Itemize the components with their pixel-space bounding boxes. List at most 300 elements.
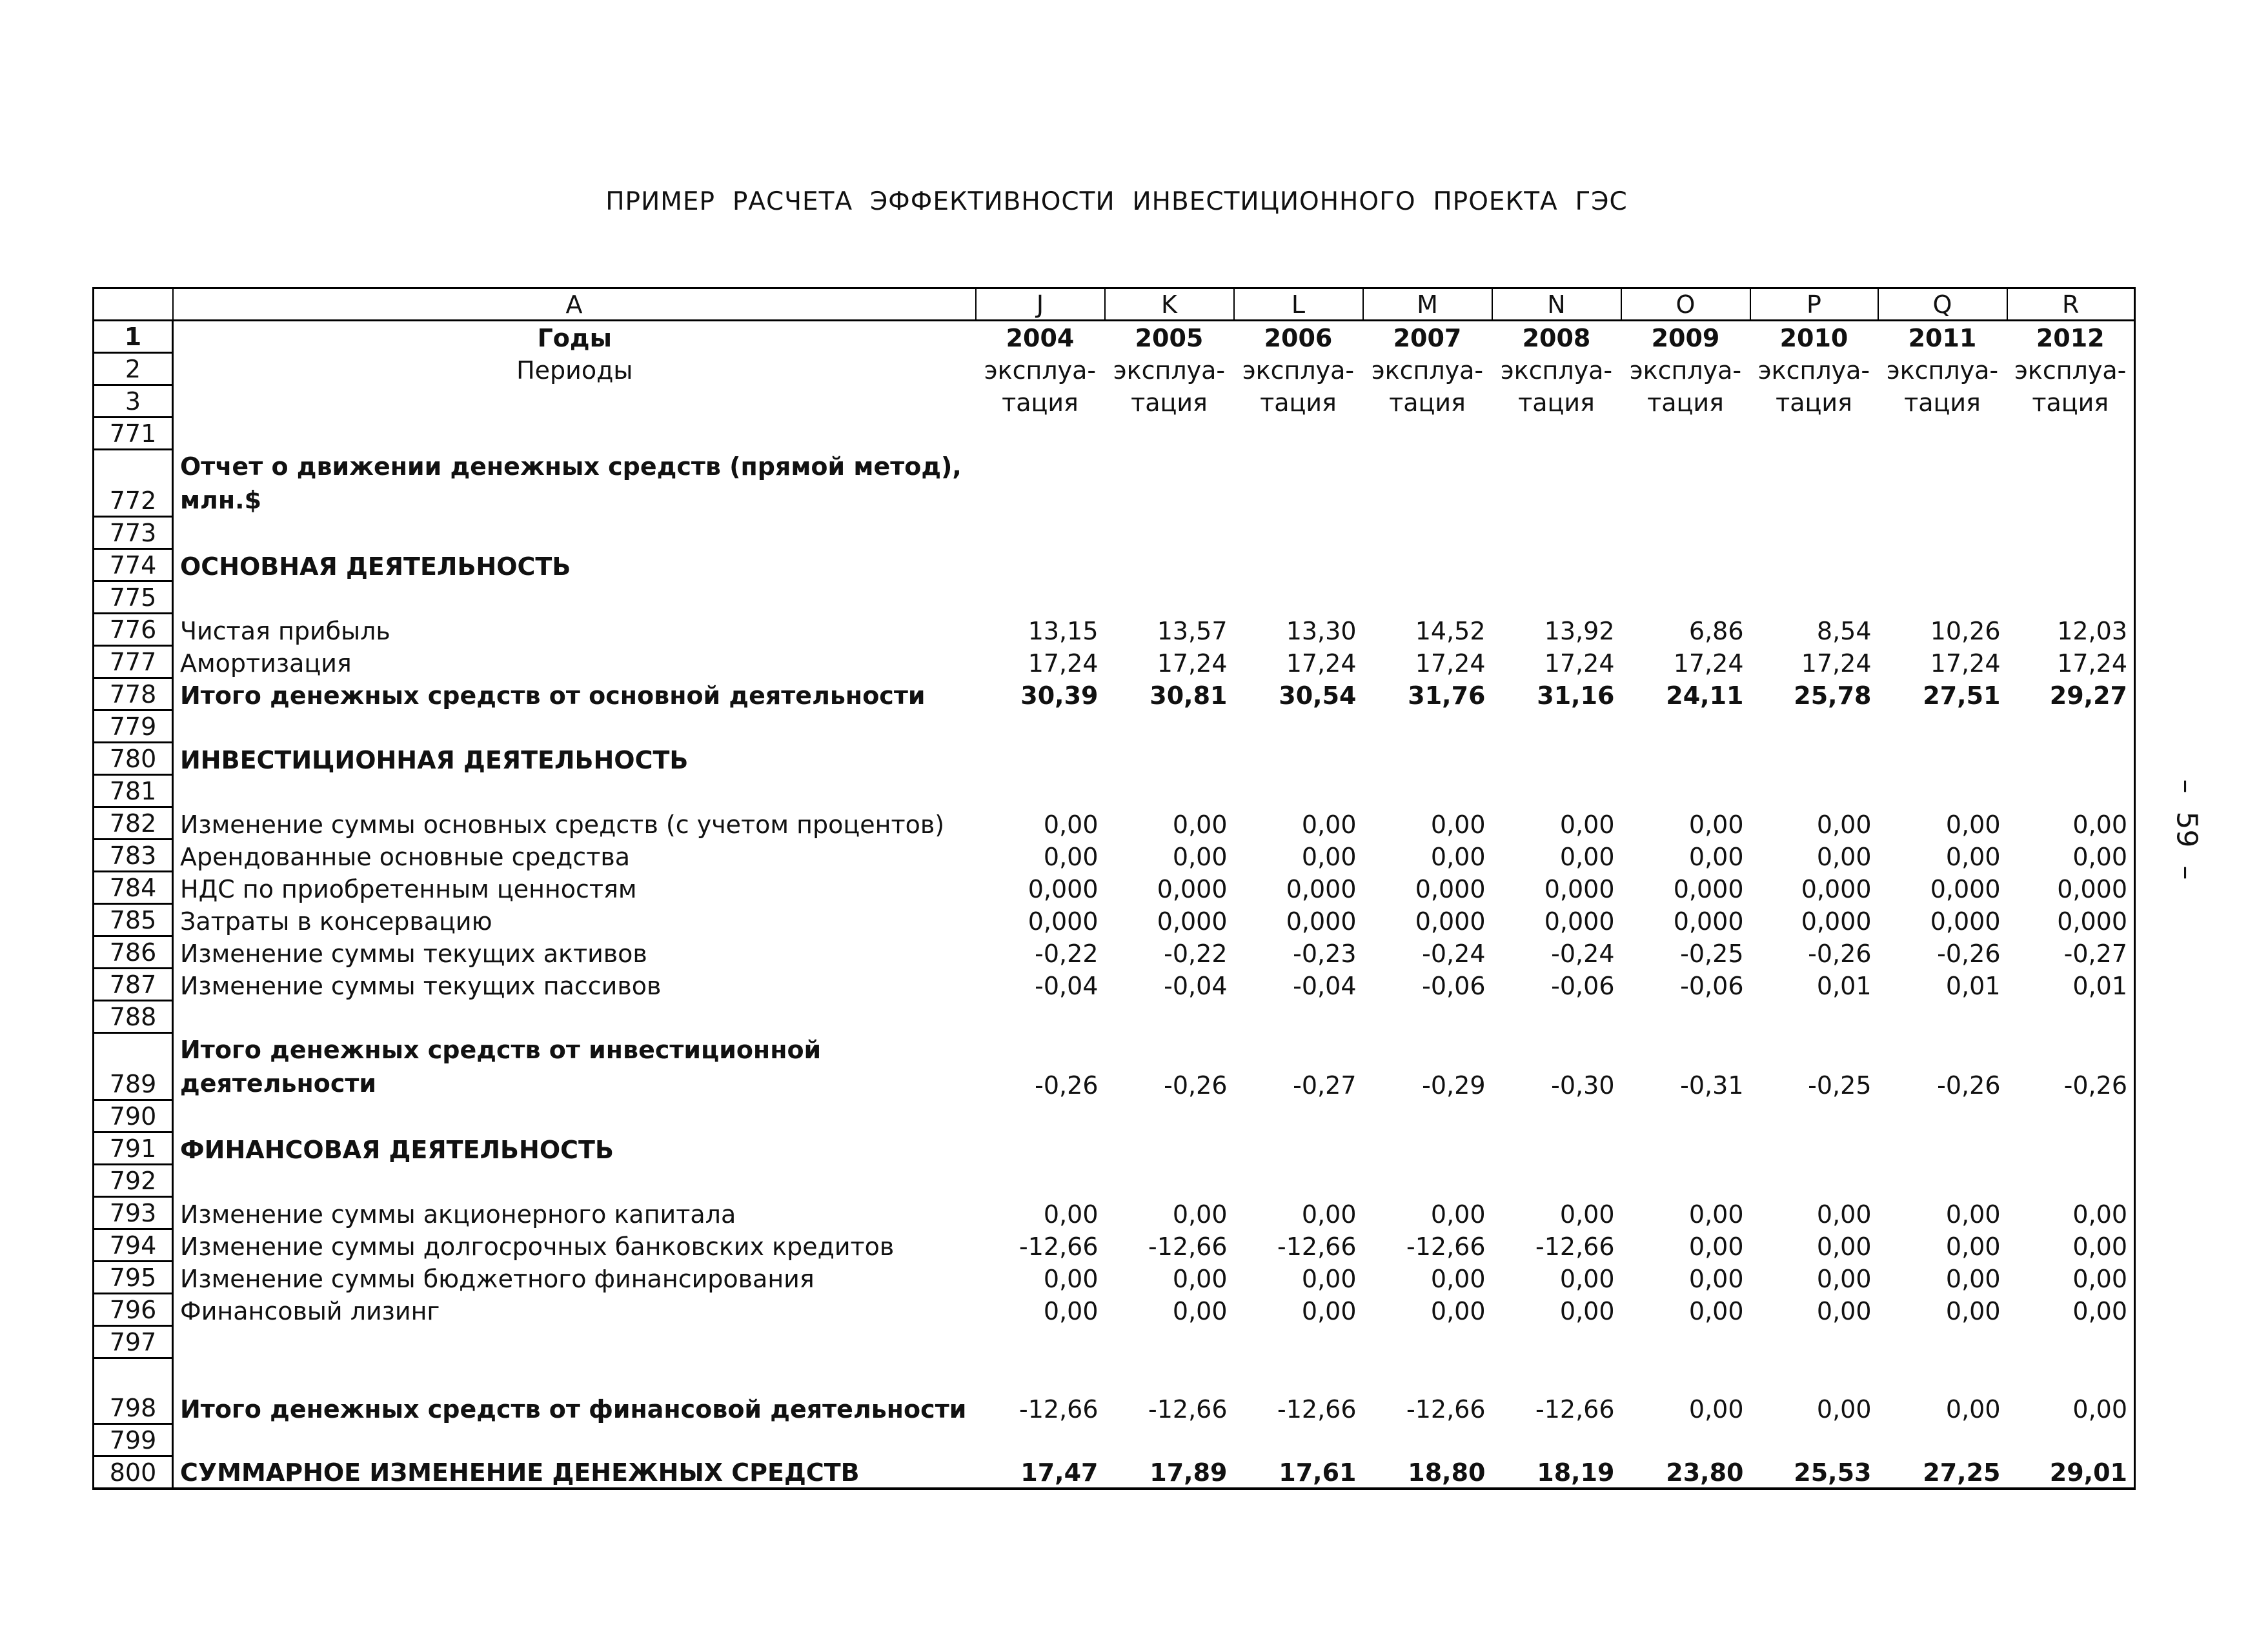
- value-cell: 0,00: [1043, 810, 1099, 839]
- row-number: 800: [94, 1456, 173, 1489]
- value-cell: [1621, 1326, 1750, 1358]
- value-cell: [1363, 775, 1492, 807]
- value-cell: [1878, 581, 2007, 614]
- value-cell: 6,86: [1688, 616, 1744, 645]
- table-row: [94, 517, 2135, 549]
- value-cell: 0,00: [1430, 1296, 1486, 1325]
- value-cell: [1621, 418, 1750, 450]
- value-cell: -0,26: [1164, 1071, 1228, 1100]
- value-cell: 0,00: [1559, 810, 1615, 839]
- value-cell: 0,00: [2072, 1232, 2127, 1261]
- value-cell: 0,000: [1028, 874, 1099, 903]
- value-cell: [1105, 418, 1234, 450]
- value-cell: [1621, 1001, 1750, 1033]
- row-label: Итого денежных средств от инвестиционной деятельности: [180, 1035, 822, 1098]
- value-cell: 12,03: [2057, 616, 2127, 645]
- value-cell: [1363, 549, 1492, 581]
- row-number: 786: [94, 936, 173, 969]
- row-number: 790: [94, 1100, 173, 1132]
- value-cell: 0,00: [1688, 1394, 1744, 1424]
- header-value: эксплуа-: [1757, 356, 1870, 385]
- row-label: Изменение суммы долгосрочных банковских кредитов: [180, 1232, 895, 1261]
- value-cell: [2007, 1424, 2135, 1456]
- value-cell: 0,000: [1673, 874, 1744, 903]
- row-number: 788: [94, 1001, 173, 1033]
- table-row: [94, 807, 2135, 840]
- value-cell: 0,00: [1945, 842, 2001, 871]
- row-number: 778: [94, 678, 173, 710]
- value-cell: [2007, 1165, 2135, 1197]
- value-cell: [1105, 450, 1234, 517]
- row-label: [173, 418, 976, 450]
- value-cell: [1621, 581, 1750, 614]
- value-cell: [1621, 1100, 1750, 1132]
- value-cell: 0,00: [1816, 1232, 1872, 1261]
- header-value: тация: [1260, 388, 1337, 417]
- value-cell: 0,00: [1945, 1200, 2001, 1229]
- row-label: СУММАРНОЕ ИЗМЕНЕНИЕ ДЕНЕЖНЫХ СРЕДСТВ: [180, 1458, 860, 1487]
- table-row: [94, 1001, 2135, 1033]
- row-number: 785: [94, 904, 173, 936]
- value-cell: 13,15: [1028, 616, 1099, 645]
- value-cell: [1878, 1132, 2007, 1165]
- value-cell: [1878, 1326, 2007, 1358]
- value-cell: 0,00: [2072, 1394, 2127, 1424]
- value-cell: [1105, 581, 1234, 614]
- header-value: 2004: [1006, 323, 1075, 352]
- value-cell: [1878, 549, 2007, 581]
- value-cell: -0,06: [1422, 971, 1486, 1000]
- value-cell: 30,54: [1279, 681, 1357, 710]
- row-label: Изменение суммы основных средств (с учетом процентов): [180, 810, 945, 839]
- value-cell: [1750, 1132, 1878, 1165]
- value-cell: -0,26: [1808, 939, 1872, 968]
- value-cell: [1750, 450, 1878, 517]
- value-cell: [2007, 549, 2135, 581]
- value-cell: [976, 517, 1105, 549]
- value-cell: [976, 450, 1105, 517]
- value-cell: [1105, 1326, 1234, 1358]
- value-cell: [976, 1001, 1105, 1033]
- value-cell: -12,66: [1535, 1394, 1615, 1424]
- value-cell: [1492, 581, 1621, 614]
- value-cell: [976, 775, 1105, 807]
- table-row: [94, 646, 2135, 678]
- row-number: 775: [94, 581, 173, 614]
- row-number: 3: [94, 385, 173, 418]
- value-cell: [1234, 517, 1363, 549]
- value-cell: 0,000: [2057, 907, 2127, 936]
- value-cell: [1234, 710, 1363, 743]
- value-cell: 0,00: [1301, 810, 1357, 839]
- value-cell: -0,22: [1164, 939, 1228, 968]
- table-row: [94, 1424, 2135, 1456]
- header-value: эксплуа-: [1242, 356, 1355, 385]
- value-cell: [1234, 549, 1363, 581]
- value-cell: 17,47: [1020, 1458, 1099, 1487]
- value-cell: 18,19: [1537, 1458, 1615, 1487]
- row-number: 789: [94, 1033, 173, 1100]
- value-cell: 0,00: [1688, 1296, 1744, 1325]
- value-cell: 0,00: [1430, 1200, 1486, 1229]
- value-cell: [1492, 418, 1621, 450]
- value-cell: 0,01: [1816, 971, 1872, 1000]
- value-cell: 0,00: [1945, 1264, 2001, 1293]
- value-cell: -0,24: [1551, 939, 1615, 968]
- value-cell: [1492, 549, 1621, 581]
- value-cell: [2007, 1326, 2135, 1358]
- value-cell: [1234, 1132, 1363, 1165]
- value-cell: [976, 549, 1105, 581]
- value-cell: [976, 581, 1105, 614]
- value-cell: 17,24: [1673, 649, 1744, 678]
- row-label: [173, 710, 976, 743]
- row-label: Амортизация: [180, 649, 352, 678]
- value-cell: 0,00: [2072, 1200, 2127, 1229]
- value-cell: 0,00: [2072, 1264, 2127, 1293]
- value-cell: [1750, 1100, 1878, 1132]
- value-cell: 17,24: [1028, 649, 1099, 678]
- table-row: [94, 904, 2135, 936]
- value-cell: [1105, 549, 1234, 581]
- table-row: [94, 969, 2135, 1001]
- table-row: [94, 936, 2135, 969]
- row-number: 782: [94, 807, 173, 840]
- value-cell: 0,00: [1816, 1264, 1872, 1293]
- row-number: 774: [94, 549, 173, 581]
- column-letter: Q: [1878, 288, 2007, 321]
- value-cell: 0,000: [1930, 874, 2001, 903]
- value-cell: [1492, 1165, 1621, 1197]
- value-cell: 0,00: [1816, 810, 1872, 839]
- value-cell: 17,24: [1801, 649, 1872, 678]
- value-cell: 0,00: [1430, 810, 1486, 839]
- value-cell: [1363, 418, 1492, 450]
- table-row: [94, 549, 2135, 581]
- value-cell: 14,52: [1415, 616, 1486, 645]
- value-cell: [1363, 450, 1492, 517]
- column-letter: K: [1105, 288, 1234, 321]
- row-number: 1: [94, 321, 173, 353]
- value-cell: 31,76: [1408, 681, 1486, 710]
- value-cell: [1492, 775, 1621, 807]
- value-cell: -0,29: [1422, 1071, 1486, 1100]
- row-number: 777: [94, 646, 173, 678]
- value-cell: 0,00: [1172, 810, 1228, 839]
- value-cell: 0,000: [1673, 907, 1744, 936]
- row-label: НДС по приобретенным ценностям: [180, 874, 637, 903]
- row-label: [173, 775, 976, 807]
- header-value: 2006: [1264, 323, 1333, 352]
- row-label: Отчет о движении денежных средств (прямой метод), млн.$: [180, 452, 962, 514]
- value-cell: -0,31: [1680, 1071, 1744, 1100]
- value-cell: [1492, 710, 1621, 743]
- value-cell: 0,000: [1028, 907, 1099, 936]
- header-value: 2011: [1908, 323, 1977, 352]
- value-cell: 27,51: [1923, 681, 2001, 710]
- value-cell: [1105, 1132, 1234, 1165]
- value-cell: [2007, 517, 2135, 549]
- header-value: тация: [1389, 388, 1466, 417]
- value-cell: [1234, 450, 1363, 517]
- page-number: – 59 –: [2170, 779, 2203, 880]
- value-cell: [2007, 581, 2135, 614]
- value-cell: [1878, 775, 2007, 807]
- header-value: эксплуа-: [1371, 356, 1484, 385]
- value-cell: 0,00: [1816, 1200, 1872, 1229]
- value-cell: 0,00: [1945, 810, 2001, 839]
- row-label: Изменение суммы текущих активов: [180, 939, 647, 968]
- value-cell: [2007, 743, 2135, 775]
- row-label: Чистая прибыль: [180, 616, 390, 645]
- value-cell: 0,00: [1559, 1200, 1615, 1229]
- row-number: 783: [94, 840, 173, 872]
- table-row: [94, 1294, 2135, 1326]
- table-row: [94, 710, 2135, 743]
- value-cell: -12,66: [1277, 1232, 1357, 1261]
- row-label: ИНВЕСТИЦИОННАЯ ДЕЯТЕЛЬНОСТЬ: [180, 745, 689, 774]
- value-cell: [1105, 517, 1234, 549]
- value-cell: 0,00: [1688, 1200, 1744, 1229]
- value-cell: 0,000: [1157, 874, 1228, 903]
- value-cell: 29,01: [2049, 1458, 2127, 1487]
- value-cell: [976, 1424, 1105, 1456]
- value-cell: 0,00: [1172, 842, 1228, 871]
- value-cell: [1234, 1326, 1363, 1358]
- table-row: [94, 840, 2135, 872]
- value-cell: 0,00: [2072, 810, 2127, 839]
- value-cell: [1492, 450, 1621, 517]
- value-cell: [1234, 1165, 1363, 1197]
- value-cell: [2007, 1001, 2135, 1033]
- table-row: [94, 1262, 2135, 1294]
- value-cell: [2007, 1100, 2135, 1132]
- value-cell: [976, 418, 1105, 450]
- row-label: Изменение суммы акционерного капитала: [180, 1200, 736, 1229]
- value-cell: [1878, 1165, 2007, 1197]
- value-cell: [1878, 517, 2007, 549]
- value-cell: [1621, 450, 1750, 517]
- header-value: тация: [1776, 388, 1852, 417]
- row-number: 793: [94, 1197, 173, 1229]
- value-cell: 25,78: [1794, 681, 1872, 710]
- row-number: 796: [94, 1294, 173, 1326]
- table-row: [94, 775, 2135, 807]
- value-cell: 17,24: [1544, 649, 1615, 678]
- value-cell: [1105, 1001, 1234, 1033]
- value-cell: -0,26: [2063, 1071, 2127, 1100]
- corner-cell: [94, 288, 173, 321]
- value-cell: -0,27: [2063, 939, 2127, 968]
- value-cell: 13,30: [1286, 616, 1357, 645]
- value-cell: [1878, 710, 2007, 743]
- value-cell: [1878, 1001, 2007, 1033]
- header-value: 2012: [2036, 323, 2105, 352]
- value-cell: 0,00: [1043, 1200, 1099, 1229]
- value-cell: [976, 1326, 1105, 1358]
- value-cell: [1621, 775, 1750, 807]
- value-cell: [1621, 517, 1750, 549]
- value-cell: [1621, 710, 1750, 743]
- table-row: [94, 1197, 2135, 1229]
- row-number: 784: [94, 872, 173, 904]
- value-cell: 31,16: [1537, 681, 1615, 710]
- value-cell: 17,24: [2057, 649, 2127, 678]
- value-cell: [1878, 418, 2007, 450]
- value-cell: 17,61: [1279, 1458, 1357, 1487]
- value-cell: [1878, 743, 2007, 775]
- value-cell: 0,00: [1688, 842, 1744, 871]
- value-cell: 0,00: [1430, 1264, 1486, 1293]
- header-value: тация: [1002, 388, 1078, 417]
- row-number: 797: [94, 1326, 173, 1358]
- value-cell: 23,80: [1666, 1458, 1744, 1487]
- value-cell: 0,00: [1688, 1232, 1744, 1261]
- value-cell: 17,24: [1415, 649, 1486, 678]
- value-cell: -12,66: [1148, 1394, 1228, 1424]
- value-cell: [1878, 1424, 2007, 1456]
- header-value: 2009: [1651, 323, 1720, 352]
- row-number: 795: [94, 1262, 173, 1294]
- row-number: 771: [94, 418, 173, 450]
- table-row: [94, 1100, 2135, 1132]
- value-cell: [976, 743, 1105, 775]
- value-cell: 0,000: [1286, 907, 1357, 936]
- value-cell: 27,25: [1923, 1458, 2001, 1487]
- table-row: [94, 1165, 2135, 1197]
- value-cell: 0,00: [1559, 1264, 1615, 1293]
- value-cell: -12,66: [1277, 1394, 1357, 1424]
- table-row: [94, 1456, 2135, 1489]
- value-cell: [1492, 1326, 1621, 1358]
- row-label: Итого денежных средств от финансовой деятельности: [180, 1394, 967, 1424]
- value-cell: -12,66: [1148, 1232, 1228, 1261]
- value-cell: [2007, 775, 2135, 807]
- value-cell: [1750, 517, 1878, 549]
- value-cell: 17,24: [1157, 649, 1228, 678]
- table-row: [94, 450, 2135, 517]
- value-cell: -0,27: [1293, 1071, 1357, 1100]
- value-cell: 0,000: [1801, 907, 1872, 936]
- row-number: 779: [94, 710, 173, 743]
- value-cell: 0,00: [1688, 1264, 1744, 1293]
- value-cell: [1492, 1424, 1621, 1456]
- header-value: эксплуа-: [2014, 356, 2127, 385]
- value-cell: 0,00: [1301, 1200, 1357, 1229]
- header-value: 2010: [1779, 323, 1848, 352]
- value-cell: [1105, 775, 1234, 807]
- value-cell: 0,000: [1157, 907, 1228, 936]
- value-cell: -0,22: [1035, 939, 1099, 968]
- value-cell: [1492, 1132, 1621, 1165]
- value-cell: [1234, 1100, 1363, 1132]
- value-cell: 30,81: [1149, 681, 1228, 710]
- value-cell: 0,00: [1559, 842, 1615, 871]
- header-label: Периоды: [516, 356, 633, 385]
- value-cell: 0,00: [1043, 1296, 1099, 1325]
- value-cell: [1621, 1132, 1750, 1165]
- row-label: [173, 581, 976, 614]
- value-cell: 0,000: [1801, 874, 1872, 903]
- row-label: Финансовый лизинг: [180, 1296, 440, 1325]
- value-cell: [1750, 1001, 1878, 1033]
- value-cell: 0,000: [1415, 907, 1486, 936]
- value-cell: -0,04: [1164, 971, 1228, 1000]
- header-row-years: [94, 321, 2135, 353]
- value-cell: [1234, 743, 1363, 775]
- column-letter: A: [173, 288, 976, 321]
- row-label: [173, 1100, 976, 1132]
- value-cell: [1105, 1100, 1234, 1132]
- row-label: ФИНАНСОВАЯ ДЕЯТЕЛЬНОСТЬ: [180, 1135, 614, 1164]
- value-cell: 17,24: [1930, 649, 2001, 678]
- value-cell: [1363, 1326, 1492, 1358]
- value-cell: 8,54: [1816, 616, 1872, 645]
- table-row: [94, 614, 2135, 646]
- column-letter: N: [1492, 288, 1621, 321]
- value-cell: -12,66: [1406, 1394, 1486, 1424]
- value-cell: [976, 1165, 1105, 1197]
- value-cell: [1750, 1424, 1878, 1456]
- value-cell: [2007, 450, 2135, 517]
- value-cell: -0,30: [1551, 1071, 1615, 1100]
- row-number: 2: [94, 353, 173, 385]
- header-value: эксплуа-: [984, 356, 1097, 385]
- table-row: [94, 1229, 2135, 1262]
- value-cell: [1234, 581, 1363, 614]
- value-cell: [1105, 1165, 1234, 1197]
- table-row: [94, 581, 2135, 614]
- table-row: [94, 1326, 2135, 1358]
- header-value: 2005: [1135, 323, 1204, 352]
- row-number: 794: [94, 1229, 173, 1262]
- value-cell: 17,24: [1286, 649, 1357, 678]
- header-label: Годы: [537, 323, 612, 352]
- value-cell: -0,04: [1293, 971, 1357, 1000]
- header-value: тация: [1647, 388, 1724, 417]
- value-cell: -0,25: [1680, 939, 1744, 968]
- value-cell: 0,00: [1301, 842, 1357, 871]
- value-cell: -0,04: [1035, 971, 1099, 1000]
- value-cell: [1363, 517, 1492, 549]
- row-label: [173, 1001, 976, 1033]
- value-cell: [1750, 581, 1878, 614]
- column-letter: O: [1621, 288, 1750, 321]
- value-cell: 29,27: [2049, 681, 2127, 710]
- row-number: 791: [94, 1132, 173, 1165]
- row-number: 773: [94, 517, 173, 549]
- header-value: тация: [1131, 388, 1208, 417]
- value-cell: 0,00: [1172, 1264, 1228, 1293]
- column-letter: M: [1363, 288, 1492, 321]
- value-cell: [1621, 549, 1750, 581]
- value-cell: [1363, 1132, 1492, 1165]
- column-letter: R: [2007, 288, 2135, 321]
- value-cell: -0,26: [1035, 1071, 1099, 1100]
- value-cell: 0,00: [1172, 1200, 1228, 1229]
- value-cell: 0,00: [2072, 842, 2127, 871]
- value-cell: [1105, 1424, 1234, 1456]
- row-number: 781: [94, 775, 173, 807]
- value-cell: -0,06: [1680, 971, 1744, 1000]
- sheet-body: [94, 321, 2135, 1489]
- row-label: [173, 1326, 976, 1358]
- value-cell: 13,92: [1544, 616, 1615, 645]
- value-cell: -12,66: [1019, 1232, 1099, 1261]
- value-cell: 0,00: [1688, 810, 1744, 839]
- value-cell: [1621, 743, 1750, 775]
- value-cell: -0,06: [1551, 971, 1615, 1000]
